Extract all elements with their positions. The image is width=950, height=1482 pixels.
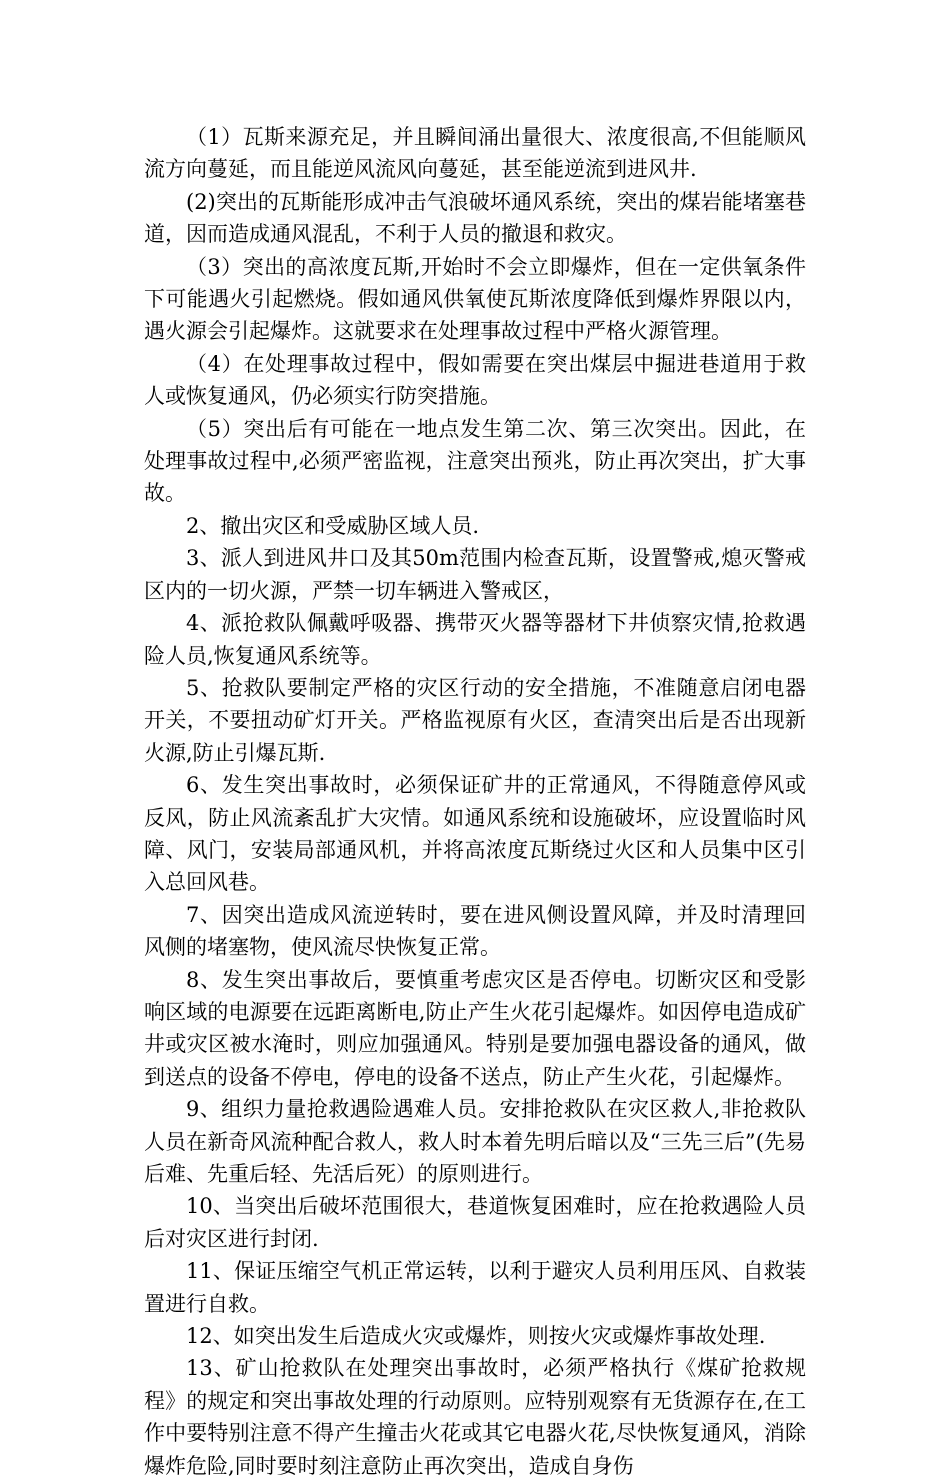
paragraph-15: 11、保证压缩空气机正常运转，以利于避灾人员利用压风、自救装置进行自救。 xyxy=(144,1259,806,1316)
paragraph-13: 9、组织力量抢救遇险遇难人员。安排抢救队在灾区救人,非抢救队人员在新奇风流种配合救人，救人时本着先明后暗以及“三先三后”(先易后难、先重后轻、先活后死）的原则进行。 xyxy=(144,1097,806,1186)
paragraph-5: （5）突出后有可能在一地点发生第二次、第三次突出。因此，在处理事故过程中,必须严密监视，注意突出预兆，防止再次突出，扩大事故。 xyxy=(144,416,806,506)
paragraph-8: 4、派抢救队佩戴呼吸器、携带灭火器等器材下井侦察灾情,抢救遇险人员,恢复通风系统等。 xyxy=(144,611,806,668)
paragraph-6: 2、撤出灾区和受威胁区域人员. xyxy=(186,513,480,538)
paragraph-11: 7、因突出造成风流逆转时，要在进风侧设置风障，并及时清理回风侧的堵塞物，使风流尽快恢复正常。 xyxy=(144,902,806,960)
paragraph-10: 6、发生突出事故时，必须保证矿井的正常通风，不得随意停风或反风，防止风流紊乱扩大灾情。如通风系统和设施破坏，应设置临时风障、风门，安装局部通风机，并将高浓度瓦斯绕过火区和人员集中区引入总回风巷。 xyxy=(144,773,806,895)
paragraph-9: 5、抢救队要制定严格的灾区行动的安全措施，不准随意启闭电器开关，不要扭动矿灯开关。严格监视原有火区，查清突出后是否出现新火源,防止引爆瓦斯. xyxy=(144,675,806,765)
paragraph-16: 12、如突出发生后造成火灾或爆炸，则按火灾或爆炸事故处理. xyxy=(186,1324,766,1349)
paragraph-7: 3、派人到进风井口及其50m范围内检查瓦斯，设置警戒,熄灭警戒区内的一切火源，严禁一切车辆进入警戒区， xyxy=(144,546,806,603)
paragraph-17: 13、矿山抢救队在处理突出事故时，必须严格执行《煤矿抢救规程》的规定和突出事故处理的行动原则。应特别观察有无货源存在,在工作中要特别注意不得产生撞击火花或其它电器火花,尽快恢复通风，消除爆炸危险,同时要时刻注意防止再次突出，造成自身伤 xyxy=(144,1356,806,1478)
document-page xyxy=(144,121,806,1482)
paragraph-12: 8、发生突出事故后，要慎重考虑灾区是否停电。切断灾区和受影响区域的电源要在远距离断电,防止产生火花引起爆炸。如因停电造成矿井或灾区被水淹时，则应加强通风。特别是要加强电器设备的通风，做到送点的设备不停电，停电的设备不送点，防止产生火花，引起爆炸。 xyxy=(144,967,806,1089)
paragraph-1: （1）瓦斯来源充足，并且瞬间涌出量很大、浓度很高,不但能顺风流方向蔓延，而且能逆风流风向蔓延，甚至能逆流到进风井. xyxy=(144,125,806,182)
paragraph-2: (2)突出的瓦斯能形成冲击气浪破坏通风系统，突出的煤岩能堵塞巷道，因而造成通风混乱，不利于人员的撤退和救灾。 xyxy=(144,189,806,247)
paragraph-4: （4）在处理事故过程中，假如需要在突出煤层中掘进巷道用于救人或恢复通风，仍必须实行防突措施。 xyxy=(144,351,806,409)
paragraph-3: （3）突出的高浓度瓦斯,开始时不会立即爆炸，但在一定供氧条件下可能遇火引起燃烧。假如通风供氧使瓦斯浓度降低到爆炸界限以内，遇火源会引起爆炸。这就要求在处理事故过程中严格火源管理。 xyxy=(144,254,806,344)
paragraph-14: 10、当突出后破坏范围很大，巷道恢复困难时，应在抢救遇险人员后对灾区进行封闭. xyxy=(144,1194,806,1251)
